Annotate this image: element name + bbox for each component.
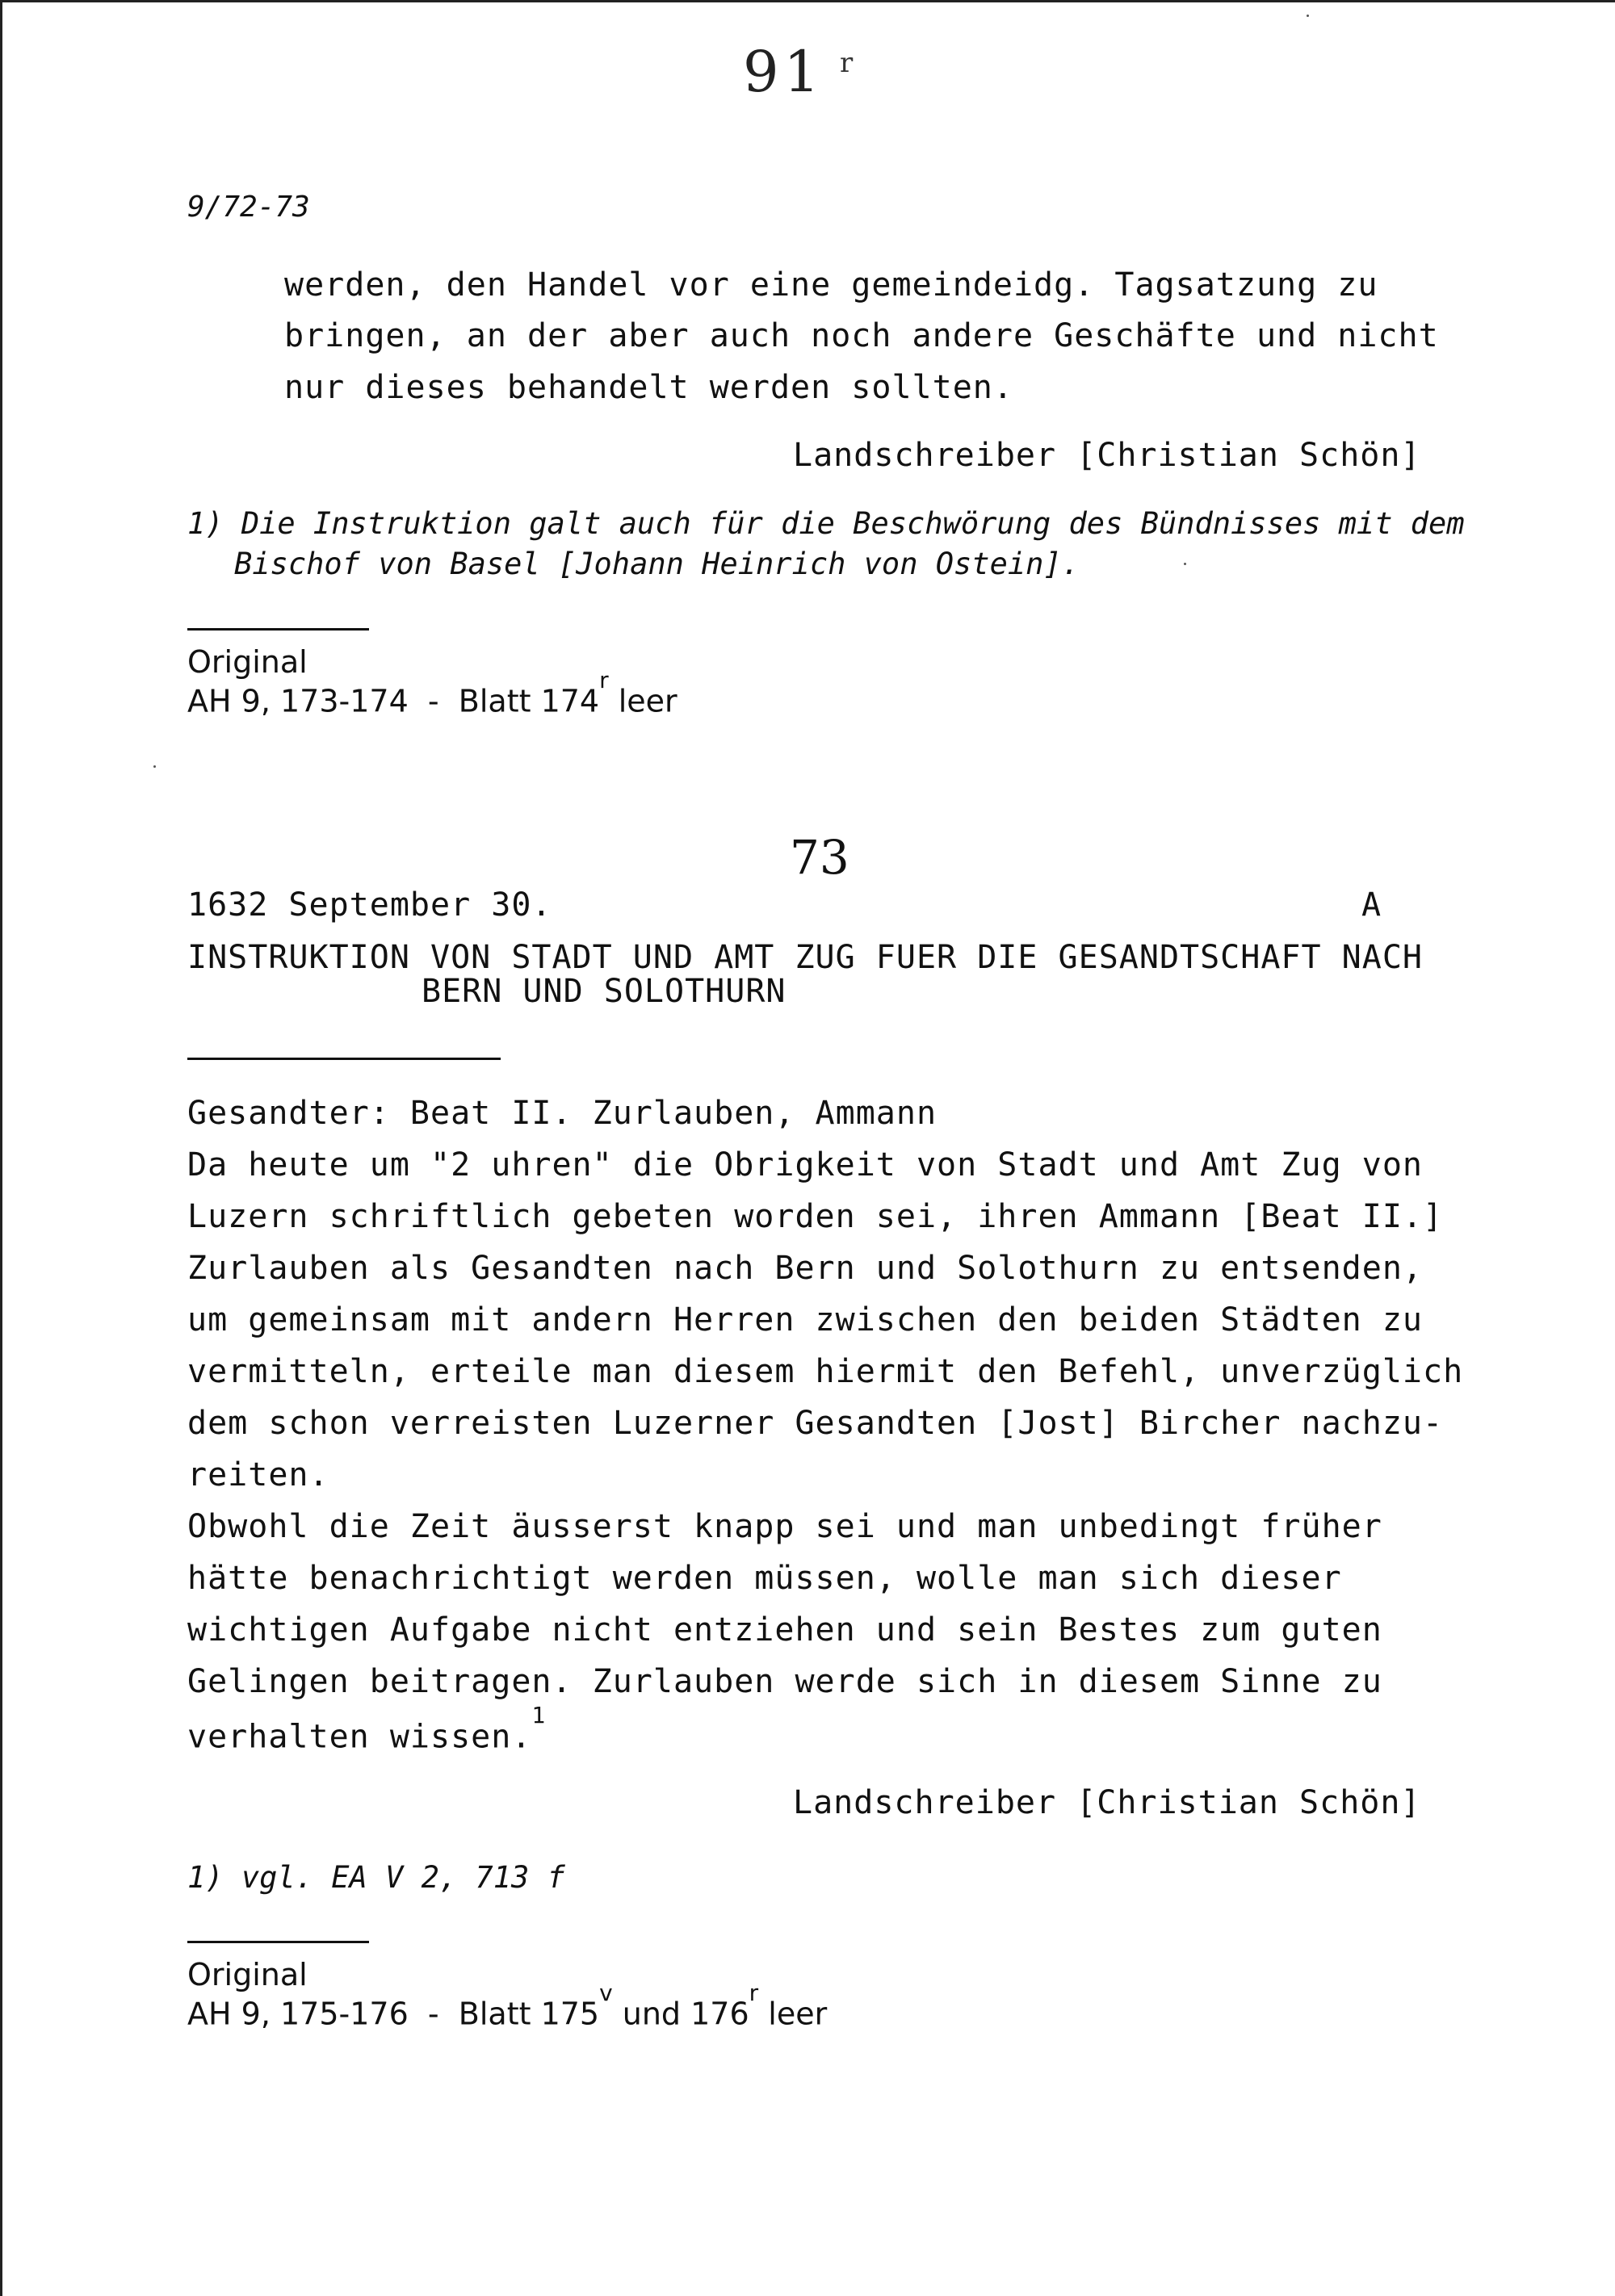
document-origin-reference — [187, 1980, 828, 2032]
document-title-line: BERN UND SOLOTHURN — [422, 973, 787, 1010]
body-line: Da heute um "2 uhren" die Obrigkeit von Stadt und Amt Zug von — [187, 1146, 1424, 1184]
body-line: Luzern schriftlich gebeten worden sei, ihren Ammann [Beat II.] — [187, 1198, 1444, 1235]
divider-rule — [187, 628, 369, 631]
divider-rule — [187, 1058, 501, 1060]
body-line: Zurlauben als Gesandten nach Bern und Solothurn zu entsenden, — [187, 1250, 1424, 1287]
previous-body-line: bringen, an der aber auch noch andere Geschäfte und nicht — [284, 317, 1439, 354]
document-origin-label: Original — [187, 1957, 308, 1992]
document-letter: A — [1361, 886, 1382, 924]
previous-footnote-line: 1) Die Instruktion galt auch für die Beschwörung des Bündnisses mit dem — [187, 506, 1465, 541]
previous-signature: Landschreiber [Christian Schön] — [793, 437, 1421, 474]
scan-speck — [153, 765, 156, 768]
document-reference: 9/72-73 — [187, 191, 310, 224]
body-last-line-text: verhalten wissen. — [187, 1718, 532, 1756]
envoy-line: Gesandter: Beat II. Zurlauben, Ammann — [187, 1095, 938, 1132]
previous-origin-superscript: r — [599, 667, 609, 693]
folio-number: 91 — [743, 39, 825, 105]
document-number: 73 — [790, 830, 849, 885]
scan-speck — [1307, 15, 1309, 17]
body-line: hätte benachrichtigt werden müssen, wolle man sich dieser — [187, 1560, 1342, 1597]
document-origin-superscript-1: v — [599, 1980, 613, 2006]
body-line: Gelingen beitragen. Zurlauben werde sich in diesem Sinne zu — [187, 1663, 1382, 1700]
page-border-left — [0, 0, 2, 2296]
document-origin-ref-text: AH 9, 175-176 - Blatt 175 — [187, 1996, 600, 2032]
body-line: dem schon verreisten Luzerner Gesandten [Jost] Bircher nachzu- — [187, 1405, 1444, 1442]
page-border-top — [0, 0, 1615, 2]
document-origin-superscript-2: r — [749, 1980, 759, 2006]
document-signature: Landschreiber [Christian Schön] — [793, 1784, 1421, 1821]
divider-rule — [187, 1941, 369, 1943]
document-title-line: INSTRUKTION VON STADT UND AMT ZUG FUER DIE GESANDTSCHAFT NACH — [187, 939, 1424, 976]
body-line: wichtigen Aufgabe nicht entziehen und sein Bestes zum guten — [187, 1611, 1382, 1649]
previous-footnote-line: Bischof von Basel [Johann Heinrich von Ostein]. — [234, 547, 1080, 581]
previous-origin-tail: leer — [608, 683, 677, 719]
scan-speck — [1184, 563, 1186, 565]
previous-origin-ref-text: AH 9, 173-174 - Blatt 174 — [187, 683, 600, 719]
body-line: Obwohl die Zeit äusserst knapp sei und man unbedingt früher — [187, 1508, 1382, 1545]
document-date: 1632 September 30. — [187, 886, 552, 924]
previous-body-line: werden, den Handel vor eine gemeindeidg. Tagsatzung zu — [284, 266, 1378, 304]
body-line: reiten. — [187, 1456, 329, 1494]
body-line: vermitteln, erteile man diesem hiermit den Befehl, unverzüglich — [187, 1353, 1464, 1390]
document-origin-tail: leer — [758, 1996, 828, 2032]
document-footnote: 1) vgl. EA V 2, 713 f — [187, 1860, 565, 1895]
folio-mark: r — [840, 47, 854, 79]
previous-body-line: nur dieses behandelt werden sollten. — [284, 369, 1013, 406]
footnote-marker: 1 — [531, 1702, 547, 1728]
previous-origin-reference — [187, 667, 677, 719]
document-origin-mid: und 176 — [612, 1996, 749, 2032]
previous-origin-label: Original — [187, 644, 308, 680]
body-last-line — [187, 1702, 547, 1756]
body-line: um gemeinsam mit andern Herren zwischen den beiden Städten zu — [187, 1301, 1424, 1339]
